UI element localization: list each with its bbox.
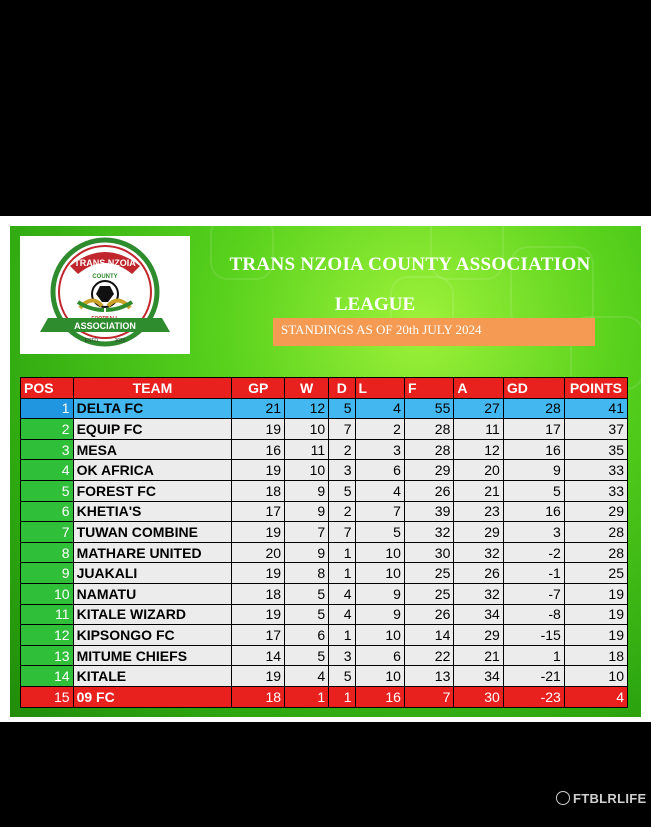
cell-gp: 17 [232,501,285,522]
cell-f: 25 [404,583,453,604]
cell-w: 1 [285,686,329,707]
cell-d: 1 [329,625,355,646]
cell-f: 39 [404,501,453,522]
cell-gp: 19 [232,604,285,625]
header-w: W [285,378,329,399]
cell-a: 23 [454,501,503,522]
cell-gd: -2 [503,542,564,563]
cell-gd: -8 [503,604,564,625]
cell-gd: 9 [503,460,564,481]
standings-table [20,377,628,708]
table-header-row [21,378,628,399]
cell-gp: 19 [232,419,285,440]
cell-team: MESA [73,439,232,460]
cell-points: 18 [564,645,627,666]
cell-gp: 18 [232,686,285,707]
header-a: A [454,378,503,399]
cell-f: 14 [404,625,453,646]
cell-l: 9 [355,604,404,625]
cell-points: 33 [564,460,627,481]
cell-gp: 16 [232,439,285,460]
cell-pos: 8 [21,542,74,563]
cell-a: 34 [454,604,503,625]
cell-gd: 28 [503,398,564,419]
cell-a: 32 [454,542,503,563]
cell-f: 13 [404,666,453,687]
watermark-text: FTBLRLIFE [573,791,647,806]
cell-team: KHETIA'S [73,501,232,522]
cell-pos: 7 [21,522,74,543]
cell-gp: 18 [232,583,285,604]
cell-points: 41 [564,398,627,419]
cell-gp: 19 [232,460,285,481]
cell-f: 55 [404,398,453,419]
table-row [21,460,628,481]
cell-f: 32 [404,522,453,543]
cell-points: 19 [564,625,627,646]
cell-d: 3 [329,460,355,481]
cell-d: 7 [329,522,355,543]
cell-a: 27 [454,398,503,419]
cell-l: 3 [355,439,404,460]
table-row [21,439,628,460]
cell-d: 2 [329,501,355,522]
brand-icon [556,791,570,805]
cell-a: 21 [454,480,503,501]
logo-text-estd: ESTD. [84,338,100,344]
cell-a: 11 [454,419,503,440]
table-row [21,542,628,563]
cell-pos: 12 [21,625,74,646]
cell-a: 20 [454,460,503,481]
cell-gp: 17 [232,625,285,646]
cell-d: 4 [329,583,355,604]
cell-a: 29 [454,625,503,646]
cell-team: KIPSONGO FC [73,625,232,646]
cell-gd: 16 [503,439,564,460]
cell-gp: 14 [232,645,285,666]
cell-w: 7 [285,522,329,543]
cell-l: 10 [355,666,404,687]
logo-panel [20,236,190,354]
cell-l: 9 [355,583,404,604]
cell-a: 29 [454,522,503,543]
cell-d: 5 [329,398,355,419]
cell-gd: 1 [503,645,564,666]
cell-w: 6 [285,625,329,646]
cell-gd: 3 [503,522,564,543]
cell-w: 5 [285,645,329,666]
cell-f: 29 [404,460,453,481]
cell-d: 2 [329,439,355,460]
table-row [21,686,628,707]
cell-f: 30 [404,542,453,563]
cell-pos: 3 [21,439,74,460]
cell-pos: 5 [21,480,74,501]
cell-l: 7 [355,501,404,522]
table-row [21,563,628,584]
cell-team: NAMATU [73,583,232,604]
cell-w: 12 [285,398,329,419]
cell-l: 10 [355,542,404,563]
cell-w: 5 [285,604,329,625]
cell-a: 30 [454,686,503,707]
cell-pos: 14 [21,666,74,687]
cell-d: 3 [329,645,355,666]
cell-w: 5 [285,583,329,604]
logo-text-county: COUNTY [92,274,118,280]
header-points: POINTS [564,378,627,399]
table-row [21,398,628,419]
cell-team: TUWAN COMBINE [73,522,232,543]
header-d: D [329,378,355,399]
cell-team: DELTA FC [73,398,232,419]
cell-w: 8 [285,563,329,584]
cell-team: JUAKALI [73,563,232,584]
cell-pos: 13 [21,645,74,666]
table-row [21,645,628,666]
cell-l: 10 [355,625,404,646]
table-row [21,604,628,625]
cell-f: 26 [404,604,453,625]
cell-d: 1 [329,563,355,584]
table-body [21,398,628,707]
cell-pos: 10 [21,583,74,604]
cell-l: 10 [355,563,404,584]
table-row [21,501,628,522]
cell-l: 5 [355,522,404,543]
cell-gd: -15 [503,625,564,646]
standings-date-label: STANDINGS AS OF 20th JULY 2024 [281,322,482,337]
cell-points: 28 [564,542,627,563]
cell-d: 5 [329,480,355,501]
page-subtitle: LEAGUE [334,294,416,315]
cell-w: 10 [285,419,329,440]
logo-text-bottom: ASSOCIATION [74,321,136,331]
cell-f: 22 [404,645,453,666]
cell-gd: 17 [503,419,564,440]
cell-pos: 11 [21,604,74,625]
cell-w: 9 [285,501,329,522]
cell-points: 4 [564,686,627,707]
table-row [21,522,628,543]
cell-f: 28 [404,419,453,440]
cell-team: EQUIP FC [73,419,232,440]
cell-gd: 16 [503,501,564,522]
cell-w: 4 [285,666,329,687]
cell-gp: 18 [232,480,285,501]
association-logo [20,236,190,354]
cell-pos: 2 [21,419,74,440]
cell-d: 1 [329,542,355,563]
cell-gp: 19 [232,522,285,543]
cell-points: 29 [564,501,627,522]
cell-f: 28 [404,439,453,460]
cell-d: 7 [329,419,355,440]
cell-team: MATHARE UNITED [73,542,232,563]
cell-gp: 20 [232,542,285,563]
graphic-frame [0,216,651,722]
cell-gd: -23 [503,686,564,707]
header-gp: GP [232,378,285,399]
watermark [556,791,646,806]
cell-points: 28 [564,522,627,543]
table-row [21,625,628,646]
cell-gp: 19 [232,563,285,584]
cell-points: 35 [564,439,627,460]
logo-text-top: TRANS NZOIA [74,258,136,268]
cell-a: 34 [454,666,503,687]
logo-text-year: 2020 [114,338,126,344]
header-gd: GD [503,378,564,399]
header-f: F [404,378,453,399]
header-team: TEAM [73,378,232,399]
cell-points: 37 [564,419,627,440]
cell-pos: 6 [21,501,74,522]
cell-l: 4 [355,480,404,501]
cell-d: 5 [329,666,355,687]
cell-points: 25 [564,563,627,584]
table-row [21,480,628,501]
cell-gd: -1 [503,563,564,584]
cell-points: 19 [564,604,627,625]
cell-team: 09 FC [73,686,232,707]
cell-pos: 4 [21,460,74,481]
cell-w: 9 [285,542,329,563]
cell-d: 4 [329,604,355,625]
standings-date-banner [273,318,595,346]
cell-f: 7 [404,686,453,707]
cell-l: 16 [355,686,404,707]
cell-pos: 15 [21,686,74,707]
table-row [21,583,628,604]
cell-a: 26 [454,563,503,584]
table-row [21,419,628,440]
header-l: L [355,378,404,399]
cell-gp: 21 [232,398,285,419]
cell-l: 6 [355,645,404,666]
cell-points: 10 [564,666,627,687]
cell-gd: 5 [503,480,564,501]
cell-w: 9 [285,480,329,501]
cell-l: 6 [355,460,404,481]
cell-team: FOREST FC [73,480,232,501]
cell-team: KITALE WIZARD [73,604,232,625]
standings-card [10,226,641,717]
cell-a: 21 [454,645,503,666]
cell-gd: -7 [503,583,564,604]
page-title: TRANS NZOIA COUNTY ASSOCIATION [229,254,591,275]
cell-l: 2 [355,419,404,440]
cell-points: 33 [564,480,627,501]
cell-gd: -21 [503,666,564,687]
cell-f: 25 [404,563,453,584]
cell-a: 32 [454,583,503,604]
cell-points: 19 [564,583,627,604]
cell-w: 11 [285,439,329,460]
cell-l: 4 [355,398,404,419]
cell-team: KITALE [73,666,232,687]
header-pos: POS [21,378,74,399]
cell-gp: 19 [232,666,285,687]
cell-pos: 1 [21,398,74,419]
cell-f: 26 [404,480,453,501]
cell-a: 12 [454,439,503,460]
cell-d: 1 [329,686,355,707]
cell-pos: 9 [21,563,74,584]
cell-team: OK AFRICA [73,460,232,481]
cell-team: MITUME CHIEFS [73,645,232,666]
table-row [21,666,628,687]
cell-w: 10 [285,460,329,481]
